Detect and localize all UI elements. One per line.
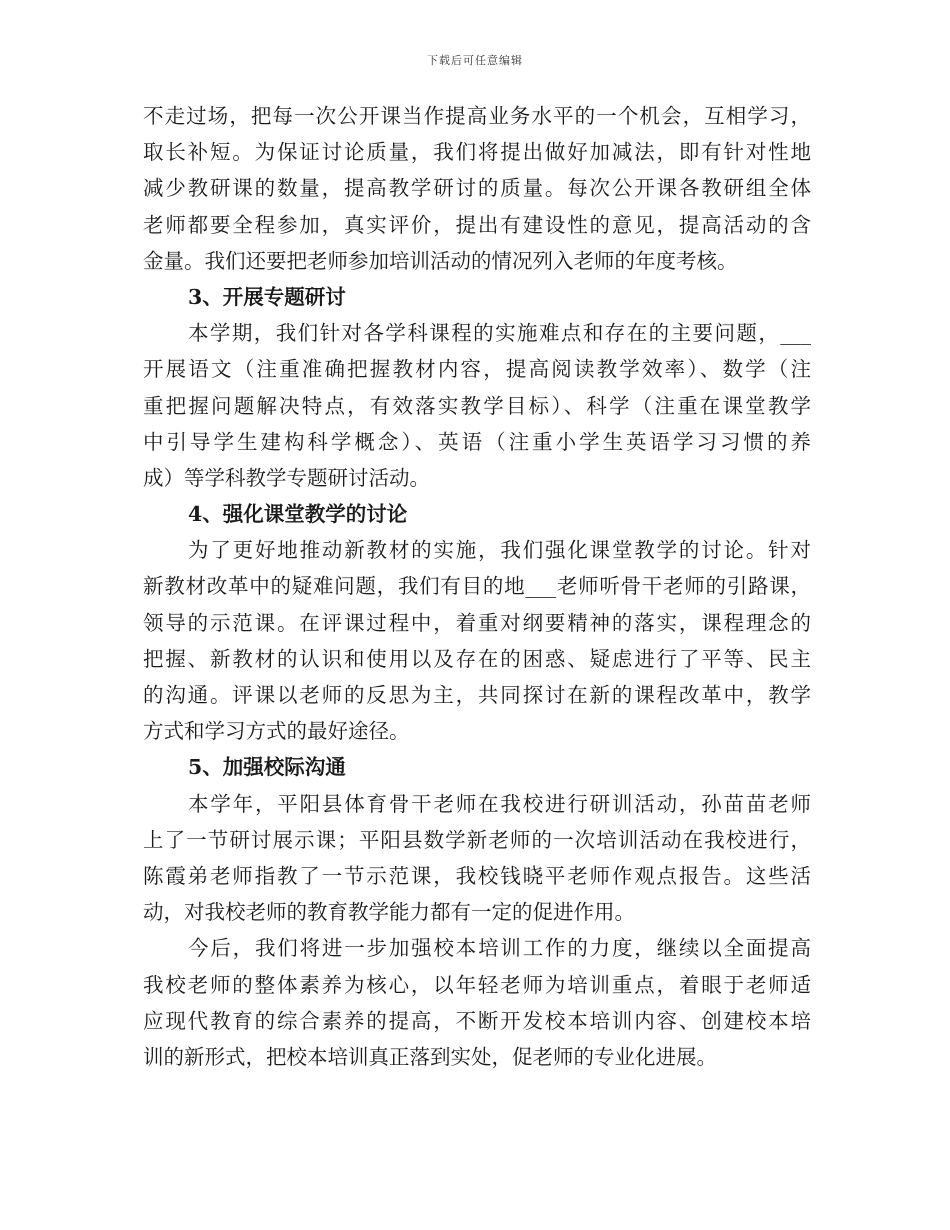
paragraph-line: 方式和学习方式的最好途径。 [143, 719, 410, 744]
paragraph-line: 动，对我校老师的教育教学能力都有一定的促进作用。 [143, 900, 635, 925]
header-note: 下载后可任意编辑 [427, 54, 523, 67]
paragraph-line: 上了一节研讨展示课；平阳县数学新老师的一次培训活动在我校进行， [143, 827, 811, 852]
section-heading: 3、开展专题研讨 [188, 284, 346, 309]
paragraph-line: 我校老师的整体素养为核心，以年轻老师为培训重点，着眼于老师适 [143, 972, 811, 997]
paragraph-line: 应现代教育的综合素养的提高，不断开发校本培训内容、创建校本培 [143, 1008, 811, 1033]
paragraph-line: 本学年，平阳县体育骨干老师在我校进行研训活动，孙苗苗老师 [188, 791, 811, 816]
paragraph-line: 为了更好地推动新教材的实施，我们强化课堂教学的讨论。针对 [188, 538, 811, 563]
paragraph-line: 陈霞弟老师指教了一节示范课，我校钱晓平老师作观点报告。这些活 [143, 863, 811, 888]
paragraph-line: 开展语文（注重准确把握教材内容，提高阅读教学效率）、数学（注 [143, 357, 811, 382]
paragraph-line: 训的新形式，把校本培训真正落到实处，促老师的专业化进展。 [143, 1044, 717, 1069]
paragraph-line: 的沟通。评课以老师的反思为主，共同探讨在新的课程改革中，教学 [143, 683, 811, 707]
paragraph-line: 中引导学生建构科学概念）、英语（注重小学生英语学习习惯的养 [143, 429, 811, 454]
section-heading: 5、加强校际沟通 [188, 755, 346, 780]
paragraph-line: 本学期，我们针对各学科课程的实施难点和存在的主要问题，___ [188, 321, 811, 346]
paragraph-line: 成）等学科教学专题研讨活动。 [143, 465, 430, 490]
paragraph-line: 把握、新教材的认识和使用以及存在的困惑、疑虑进行了平等、民主 [143, 646, 811, 671]
paragraph-line: 重把握问题解决特点，有效落实教学目标）、科学（注重在课堂教学 [143, 393, 811, 418]
paragraph-line: 老师都要全程参加，真实评价，提出有建设性的意见，提高活动的含 [143, 212, 811, 237]
paragraph-line: 减少教研课的数量，提高教学研讨的质量。每次公开课各教研组全体 [143, 176, 811, 201]
paragraph-line: 新教材改革中的疑难问题，我们有目的地___老师听骨干老师的引路课， [143, 574, 811, 599]
paragraph-line: 今后，我们将进一步加强校本培训工作的力度，继续以全面提高 [188, 936, 811, 961]
paragraph-line: 领导的示范课。在评课过程中，着重对纲要精神的落实，课程理念的 [143, 610, 811, 635]
paragraph-line: 取长补短。为保证讨论质量，我们将提出做好加减法，即有针对性地 [143, 140, 811, 165]
paragraph-line: 不走过场，把每一次公开课当作提高业务水平的一个机会，互相学习， [143, 104, 811, 128]
section-heading: 4、强化课堂教学的讨论 [188, 502, 408, 527]
paragraph-line: 金量。我们还要把老师参加培训活动的情况列入老师的年度考核。 [143, 248, 738, 273]
document-body [143, 98, 811, 1075]
